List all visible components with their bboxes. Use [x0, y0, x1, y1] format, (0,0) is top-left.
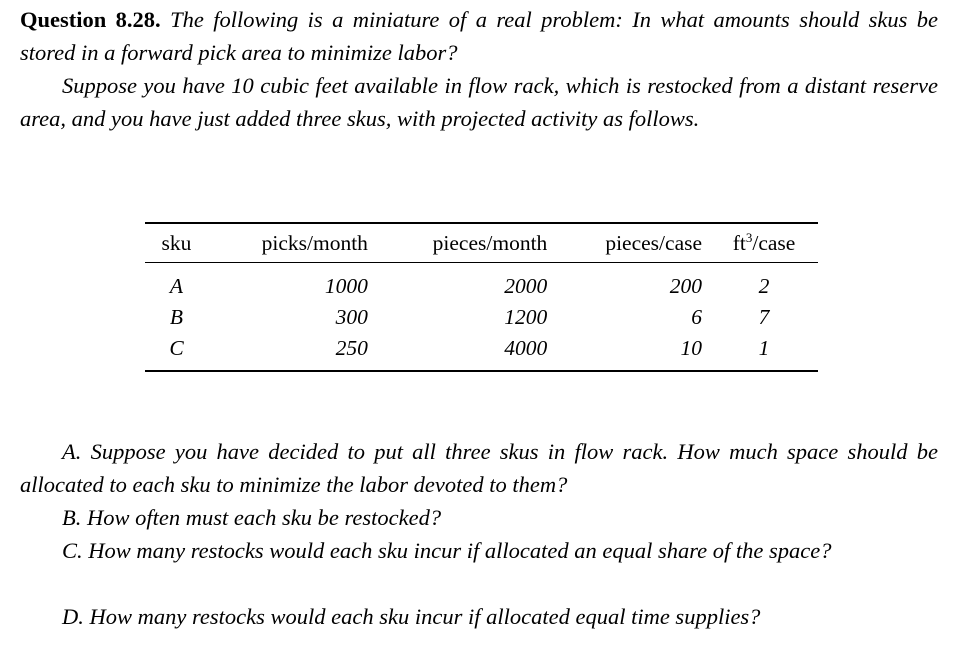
cell: 200 [669, 274, 703, 299]
question-setup: Suppose you have 10 cubic feet available in flow rack, which is restocked from a distant reserve area, and you have just added three skus, with projected activity as follows. [20, 73, 938, 131]
header-pieces-case: pieces/case [555, 223, 710, 263]
cell: 2000 [504, 274, 548, 299]
header-per-case: /case [752, 231, 796, 256]
part-d: D. How many restocks would each sku incur if allocated equal time supplies? [62, 604, 761, 629]
cell: C [169, 336, 184, 361]
cell: 300 [335, 305, 368, 330]
part-b: B. How often must each sku be restocked? [62, 505, 442, 530]
cell: 1000 [324, 274, 368, 299]
cell: 250 [335, 336, 368, 361]
cell: 1 [758, 336, 770, 361]
cell: 10 [680, 336, 703, 361]
cell: 4000 [504, 336, 548, 361]
table-row [145, 263, 818, 303]
header-picks-month: picks/month [208, 223, 376, 263]
question-number: Question 8.28. [20, 7, 161, 32]
intro-text: The following is a miniature of a real problem: In what amounts should skus be stored in a forward pick area to minimize labor? [20, 7, 938, 65]
header-pieces-month: pieces/month [376, 223, 555, 263]
header-ft3-case [710, 223, 818, 263]
part-a: A. Suppose you have decided to put all three skus in flow rack. How much space should be allocated to each sku to minimize the labor devoted to them? [20, 439, 938, 497]
cell: 2 [758, 274, 770, 299]
cell: B [169, 305, 184, 330]
cell: 6 [691, 305, 703, 330]
part-c: C. How many restocks would each sku incur if allocated an equal share of the space? [62, 538, 832, 563]
question-intro [20, 3, 938, 69]
header-exponent: 3 [745, 230, 753, 245]
cell: 7 [758, 305, 770, 330]
table-row [145, 333, 818, 371]
table-header-row [145, 223, 818, 263]
cell: 1200 [504, 305, 548, 330]
header-sku: sku [145, 223, 208, 263]
table-row [145, 302, 818, 333]
sku-activity-table [145, 222, 818, 372]
cell: A [169, 274, 184, 299]
header-ft: ft [732, 231, 746, 256]
